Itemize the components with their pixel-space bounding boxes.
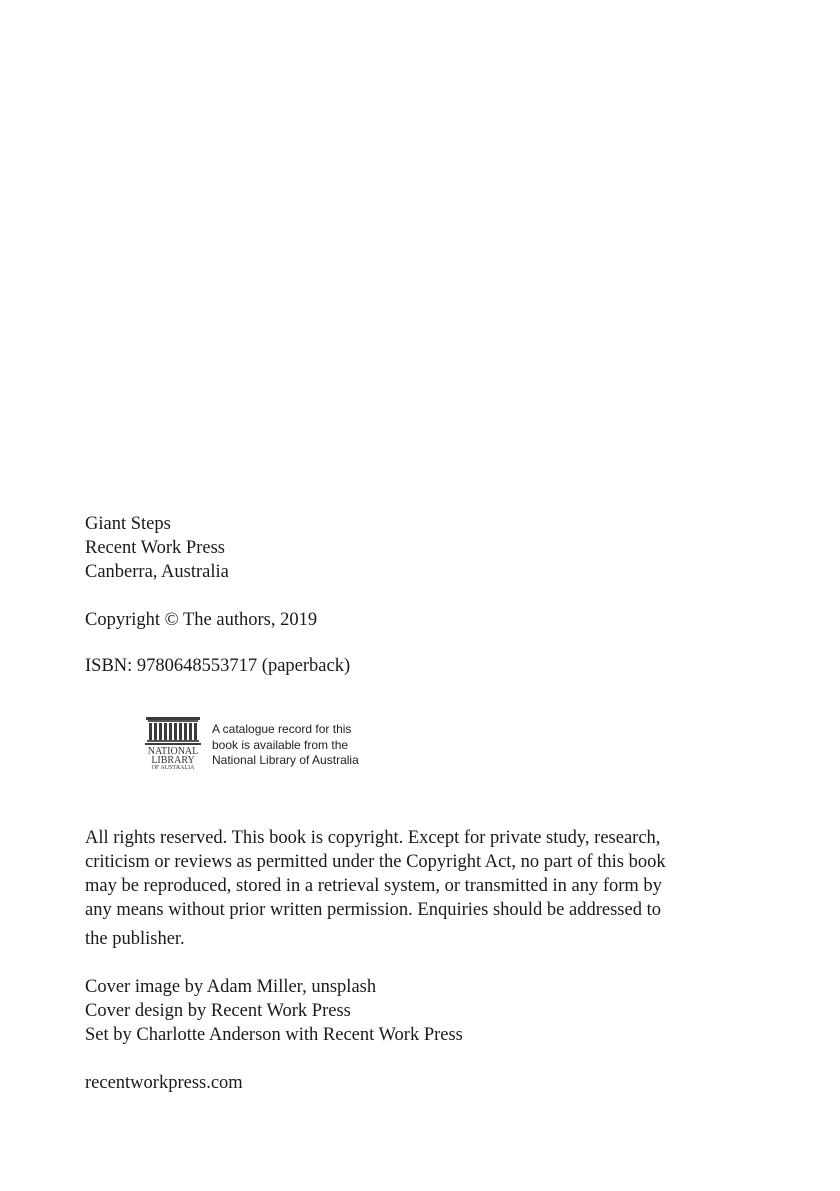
- copyright-line: Copyright © The authors, 2019: [85, 610, 318, 630]
- isbn-block: [85, 654, 350, 678]
- book-title: Giant Steps: [85, 514, 171, 534]
- publisher-website: recentworkpress.com: [85, 1073, 243, 1093]
- cover-image-credit: Cover image by Adam Miller, unsplash: [85, 977, 377, 997]
- typesetting-credit: Set by Charlotte Anderson with Recent Work Press: [85, 1025, 463, 1045]
- rights-line: All rights reserved. This book is copyright. Except for private study, research,: [85, 828, 661, 848]
- nla-building-graphic: [145, 717, 201, 747]
- rights-line: may be reproduced, stored in a retrieval system, or transmitted in any form by: [85, 876, 662, 896]
- cover-design-credit: Cover design by Recent Work Press: [85, 1001, 351, 1021]
- nla-wordmark-line2: LIBRARY: [151, 755, 195, 766]
- nla-wordmark-line1: NATIONAL: [147, 746, 199, 757]
- nla-wordmark: [145, 747, 201, 772]
- nla-caption-line: book is available from the: [212, 737, 349, 752]
- nla-wordmark-line3: OF AUSTRALIA: [151, 765, 195, 771]
- rights-line: criticism or reviews as permitted under the Copyright Act, no part of this book: [85, 852, 666, 872]
- isbn-line: ISBN: 9780648553717 (paperback): [85, 656, 351, 676]
- rights-statement: [85, 826, 685, 951]
- nla-caption-line: A catalogue record for this: [212, 722, 352, 736]
- copyright-notice: [85, 608, 317, 632]
- rights-line: the publisher.: [85, 929, 185, 949]
- nla-caption-line: National Library of Australia: [212, 753, 359, 767]
- imprint-block: [85, 512, 229, 584]
- nla-catalogue-notice: [145, 717, 385, 777]
- national-library-building-icon: [145, 717, 201, 775]
- publisher-name: Recent Work Press: [85, 538, 225, 558]
- credits-block: [85, 975, 463, 1047]
- publisher-location: Canberra, Australia: [85, 562, 229, 582]
- website-block: [85, 1071, 243, 1095]
- rights-line: any means without prior written permission. Enquiries should be addressed to: [85, 900, 661, 920]
- nla-caption: [212, 722, 359, 769]
